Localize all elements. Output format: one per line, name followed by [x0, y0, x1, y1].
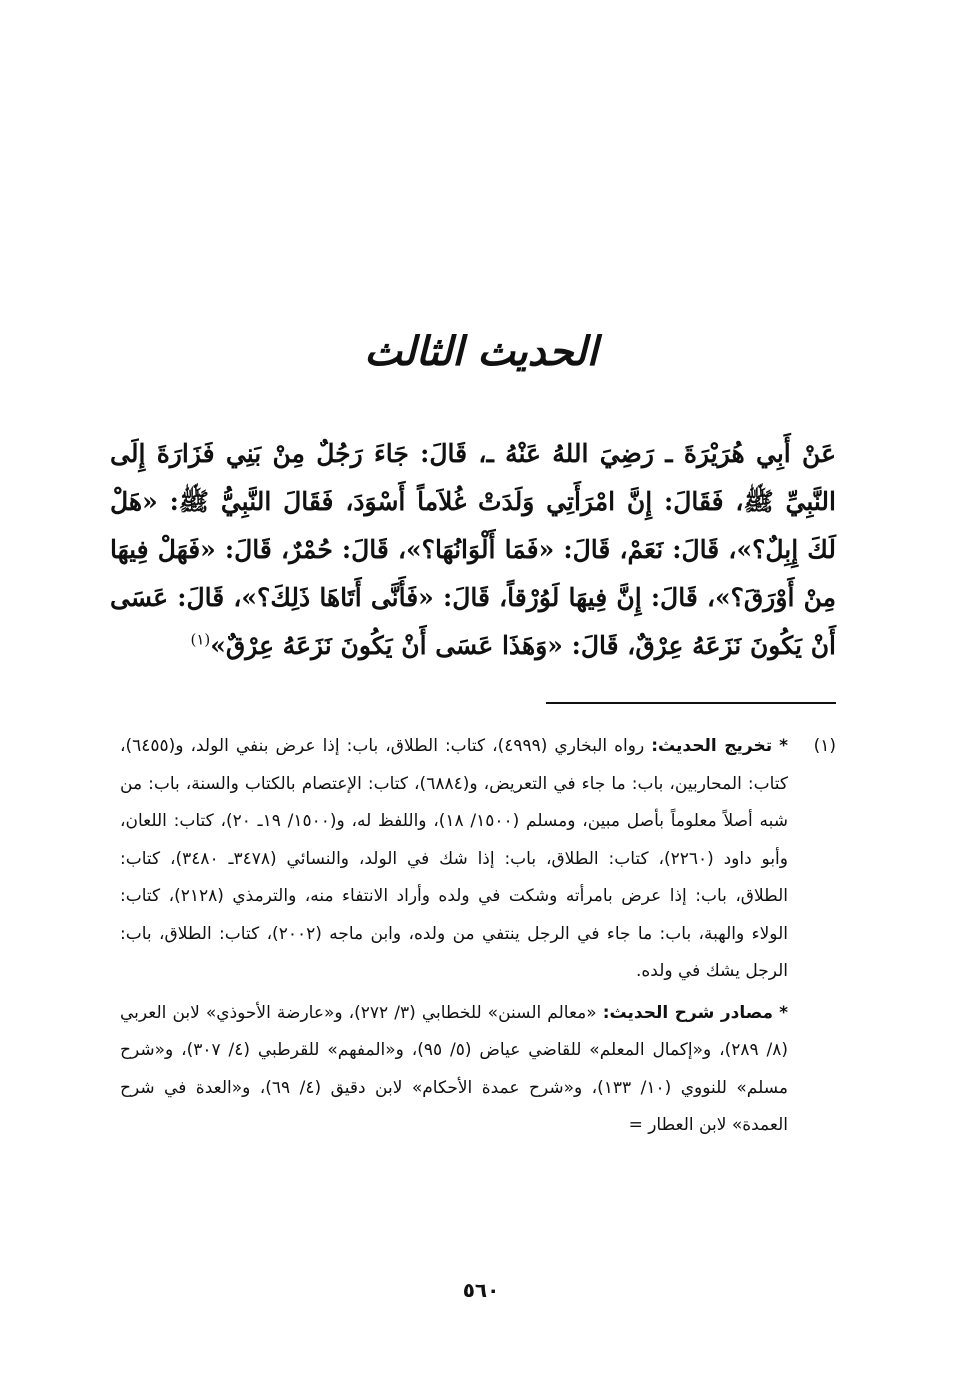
footnotes-section — [120, 728, 836, 1145]
page-number: ٥٦٠ — [462, 1278, 500, 1302]
hadith-text: عَنْ أَبِي هُرَيْرَةَ ـ رَضِيَ اللهُ عَنْهُ ـ، قَالَ: جَاءَ رَجُلٌ مِنْ بَنِي فَزَارَةَ إِلَى النَّبِيِّ ﷺ، فَقَالَ: إِنَّ امْرَأَتِي وَلَدَتْ غُلاَماً أَسْوَدَ، فَقَالَ النَّبِيُّ ﷺ: «هَلْ لَكَ إِبِلٌ؟»، قَالَ: نَعَمْ، قَالَ: «فَمَا أَلْوَانُهَا؟»، قَالَ: حُمْرٌ، قَالَ: «فَهَلْ فِيهَا مِنْ أَوْرَقَ؟»، قَالَ: إِنَّ فِيهَا لَوُرْقاً، قَالَ: «فَأَنَّى أَتَاهَا ذَلِكَ؟»، قَالَ: عَسَى أَنْ يَكُونَ نَزَعَهُ عِرْقٌ، قَالَ: «وَهَذَا عَسَى أَنْ يَكُونَ نَزَعَهُ عِرْقٌ» — [110, 439, 836, 660]
star-bullet-icon: * — [779, 1002, 789, 1023]
masadir-text: «معالم السنن» للخطابي (٣/ ٢٧٢)، و«عارضة الأحوذي» لابن العربي (٨/ ٢٨٩)، و«إكمال المعلم» للقاضي عياض (٥/ ٩٥)، و«المفهم» للقرطبي (٤/ ٣٠٧)، و«شرح مسلم» للنووي (١٠/ ١٣٣)، و«شرح عمدة الأحكام» لابن دقيق (٤/ ٦٩)، و«العدة في شرح العمدة» لابن العطار = — [120, 1002, 789, 1135]
footnote-separator-line — [546, 702, 836, 704]
hadith-text-block — [110, 430, 836, 670]
footnote-takhrij — [120, 728, 836, 991]
hadith-title: الحديث الثالث — [364, 328, 598, 375]
takhrij-label: تخريج الحديث: — [651, 736, 773, 756]
star-bullet-icon: * — [779, 736, 788, 756]
footnote-number: (١) — [813, 736, 836, 756]
masadir-label: مصادر شرح الحديث: — [602, 1002, 774, 1023]
takhrij-text: رواه البخاري (٤٩٩٩)، كتاب: الطلاق، باب: إذا عرض بنفي الولد، و(٦٤٥٥)، كتاب: المحاربين، باب: ما جاء في التعريض، و(٦٨٨٤)، كتاب: الإعتصام بالكتاب والسنة، باب: من شبه أصلاً معلوماً بأصل مبين، ومسلم (١٥٠٠/ ١٨)، واللفظ له، و(١٥٠٠/ ١٩ـ ٢٠)، كتاب: اللعان، وأبو داود (٢٢٦٠)، كتاب: الطلاق، باب: إذا شك في الولد، والنسائي (٣٤٧٨ـ ٣٤٨٠)، كتاب: الطلاق، باب: إذا عرض بامرأته وشكت في ولده وأراد الانتفاء منه، والترمذي (٢١٢٨)، كتاب: الولاء والهبة، باب: ما جاء في الرجل ينتفي من ولده، وابن ماجه (٢٠٠٢)، كتاب: الطلاق، باب: الرجل يشك في ولده. — [120, 736, 789, 981]
footnote-reference-marker: (١) — [190, 630, 211, 649]
footnote-masadir — [120, 995, 836, 1145]
